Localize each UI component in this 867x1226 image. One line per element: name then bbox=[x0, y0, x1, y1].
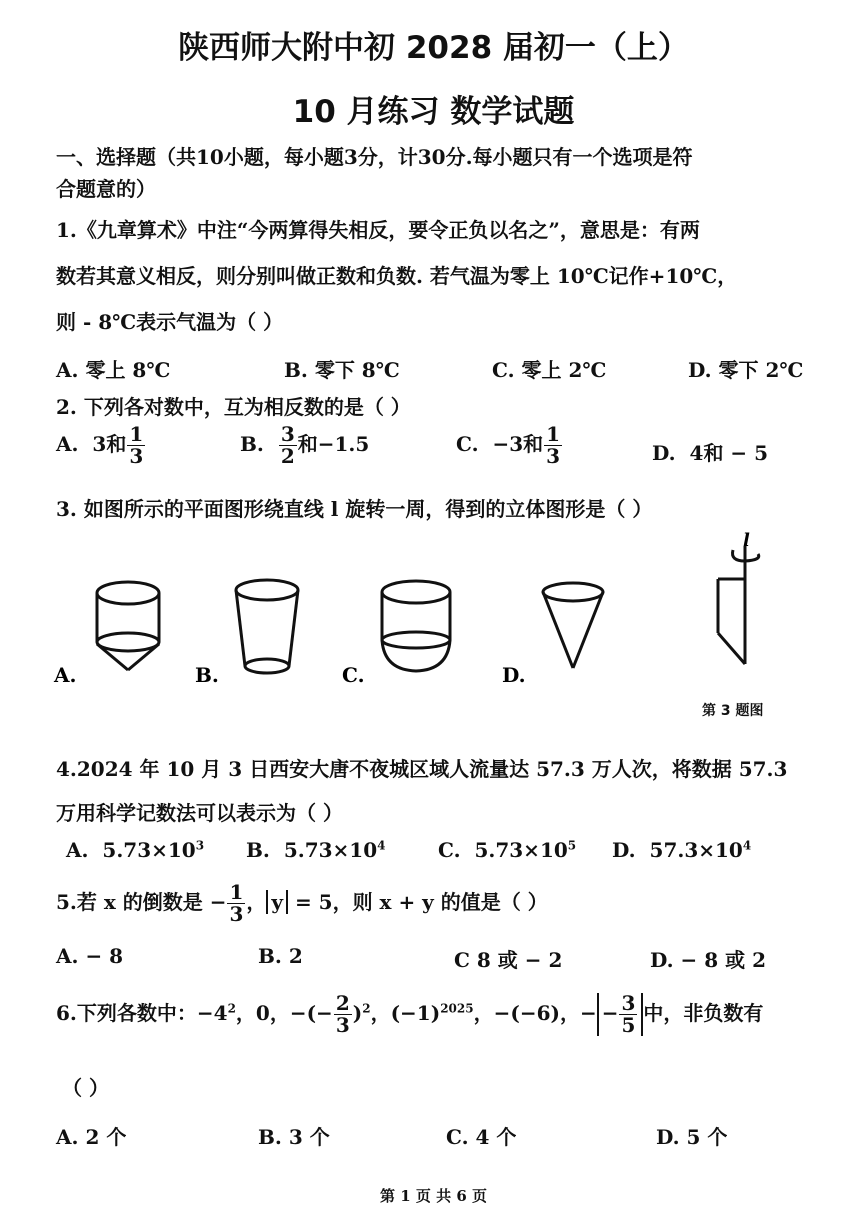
q5-stem: 5.若 x 的倒数是 − $\frac{1}{3}$ ， y = 5，则 x + y 的值是（ ） bbox=[56, 880, 548, 926]
figure-c-cylinder-hemisphere bbox=[382, 581, 450, 671]
q6-stem: 6.下列各数中：$-4^2$，0，−(− $\frac{2}{3}$ )$^2$，$(-1)^{2025}$，−(−6)，− − $\frac{3}{5}$ 中，非负数有 bbox=[56, 991, 764, 1037]
q4-option-d: D. $57.3\times 10^4$ bbox=[612, 838, 752, 862]
figure-b-frustum bbox=[236, 580, 298, 673]
q6-option-a: A. 2 个 bbox=[56, 1125, 127, 1149]
section-heading-line2: 合题意的） bbox=[56, 177, 156, 201]
q4-option-b: B. $5.73\times 10^4$ bbox=[246, 838, 386, 862]
exam-subtitle: 10 月练习 数学试题 bbox=[292, 94, 575, 130]
absolute-value: y bbox=[266, 890, 288, 914]
q5-option-d: D. − 8 或 2 bbox=[650, 948, 767, 972]
q1-option-a: A. 零上 8℃ bbox=[56, 358, 171, 382]
figure-c-label: C. bbox=[342, 663, 365, 687]
q6-option-c: C. 4 个 bbox=[446, 1125, 517, 1149]
q3-figure-caption: 第 3 题图 bbox=[702, 703, 764, 719]
q2-stem: 2. 下列各对数中，互为相反数的是（ ） bbox=[56, 395, 411, 419]
q1-option-b: B. 零下 8℃ bbox=[284, 358, 400, 382]
fraction: $\frac{1}{3}$ bbox=[129, 422, 144, 468]
fraction: $\frac{1}{3}$ bbox=[229, 880, 244, 926]
q1-stem-line2: 数若其意义相反，则分别叫做正数和负数. 若气温为零上 10℃记作+10℃， bbox=[56, 264, 738, 288]
figure-d-label: D. bbox=[502, 663, 526, 687]
q5-option-c: C 8 或 − 2 bbox=[454, 948, 563, 972]
figure-a-label: A. bbox=[54, 663, 77, 687]
q4-option-a: A. $5.73\times 10^3$ bbox=[66, 838, 205, 862]
figure-b-label: B. bbox=[195, 663, 219, 687]
fraction: $\frac{3}{2}$ bbox=[280, 422, 295, 468]
exam-title: 陕西师大附中初 2028 届初一（上） bbox=[178, 30, 689, 66]
q4-option-c: C. $5.73\times 10^5$ bbox=[438, 838, 577, 862]
q2-option-a: A. 3和 $\frac{1}{3}$ bbox=[56, 422, 144, 468]
q3-figures bbox=[40, 528, 840, 728]
q2-option-d: D. 4和 − 5 bbox=[652, 441, 769, 465]
fraction: $\frac{1}{3}$ bbox=[546, 422, 561, 468]
q6-option-d: D. 5 个 bbox=[656, 1125, 728, 1149]
q3-stem: 3. 如图所示的平面图形绕直线 l 旋转一周，得到的立体图形是（ ） bbox=[56, 497, 653, 521]
q1-option-d: D. 零下 2℃ bbox=[688, 358, 804, 382]
q5-option-a: A. − 8 bbox=[56, 944, 124, 968]
page-footer: 第 1 页 共 6 页 bbox=[380, 1187, 487, 1205]
figure-d-cone bbox=[543, 583, 603, 668]
fraction: $\frac{3}{5}$ bbox=[621, 991, 636, 1037]
figure-a-cylinder-cone bbox=[97, 582, 159, 670]
reference-figure bbox=[718, 546, 759, 664]
q6-answer-paren: （ ） bbox=[62, 1076, 109, 1100]
q1-stem-line3: 则 - 8℃表示气温为（ ） bbox=[56, 310, 284, 334]
axis-label-l: l bbox=[743, 530, 750, 551]
absolute-value: − $\frac{3}{5}$ bbox=[597, 993, 644, 1036]
q4-stem-line1: 4.2024 年 10 月 3 日西安大唐不夜城区域人流量达 57.3 万人次，将数据 57.3 bbox=[56, 757, 788, 781]
q2-option-b: B. $\frac{3}{2}$ 和−1.5 bbox=[240, 422, 370, 468]
q2-option-c: C. −3和 $\frac{1}{3}$ bbox=[456, 422, 561, 468]
q5-option-b: B. 2 bbox=[258, 944, 303, 968]
section-heading-line1: 一、选择题（共10小题，每小题3分，计30分.每小题只有一个选项是符 bbox=[56, 145, 693, 169]
q1-option-c: C. 零上 2℃ bbox=[492, 358, 607, 382]
q6-option-b: B. 3 个 bbox=[258, 1125, 330, 1149]
q4-stem-line2: 万用科学记数法可以表示为（ ） bbox=[56, 801, 343, 825]
fraction: $\frac{2}{3}$ bbox=[335, 991, 350, 1037]
q1-stem-line1: 1.《九章算术》中注“今两算得失相反，要令正负以名之”，意思是：有两 bbox=[56, 218, 700, 242]
